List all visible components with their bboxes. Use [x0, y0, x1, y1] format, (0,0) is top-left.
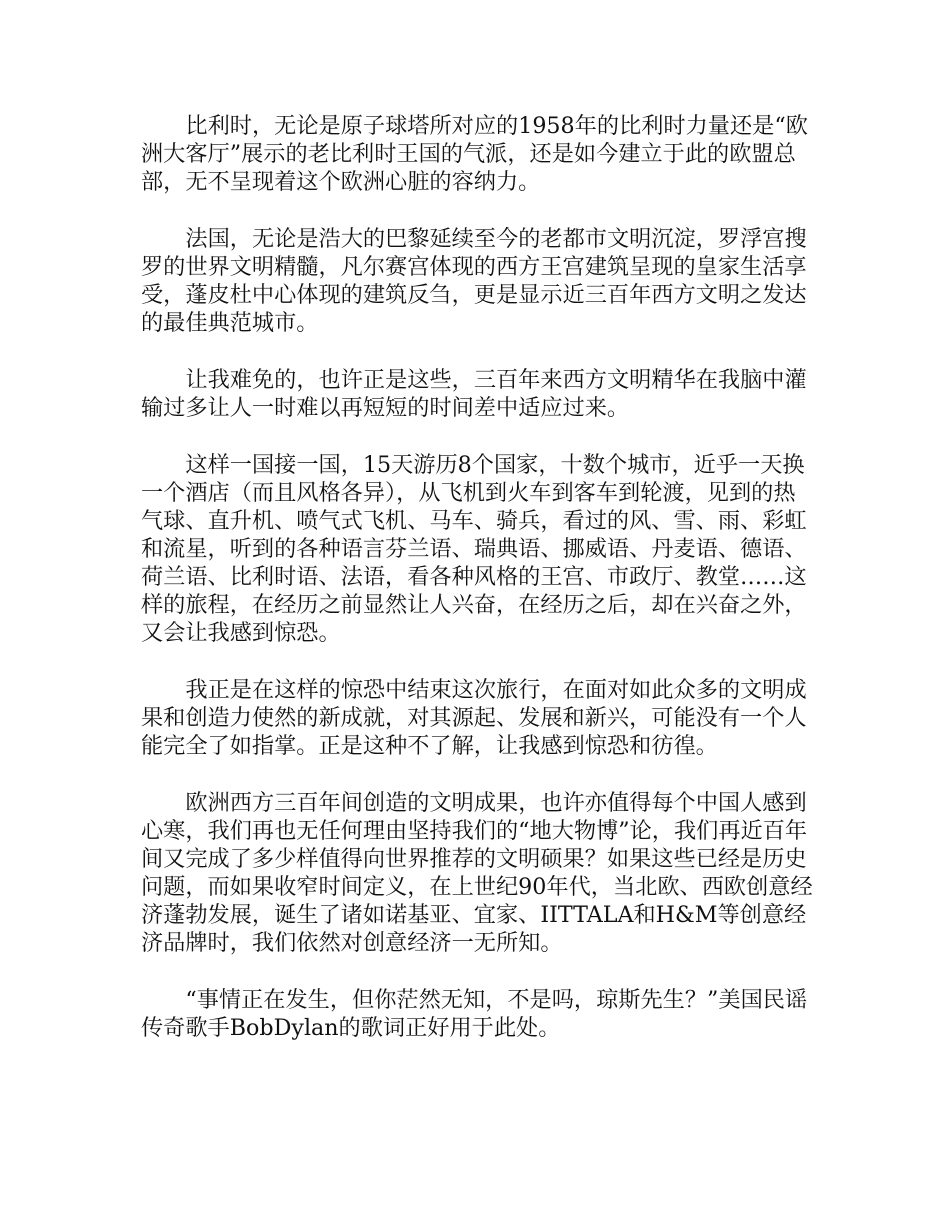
document-body [141, 112, 816, 1071]
paragraph: 这样一国接一国，15天游历8个国家，十数个城市，近乎一天换一个酒店（而且风格各异），从飞机到火车到客车到轮渡，见到的热气球、直升机、喷气式飞机、马车、骑兵，看过的风、雪、雨、彩虹和流星，听到的各种语言芬兰语、瑞典语、挪威语、丹麦语、德语、荷兰语、比利时语、法语，看各种风格的王宫、市政厅、教堂……这样的旅程，在经历之前显然让人兴奋，在经历之后，却在兴奋之外，又会让我感到惊恐。 [141, 452, 807, 646]
paragraph: “事情正在发生，但你茫然无知，不是吗，琼斯先生？”美国民谣传奇歌手BobDylan的歌词正好用于此处。 [141, 987, 808, 1041]
paragraph: 让我难免的，也许正是这些，三百年来西方文明精华在我脑中灌输过多让人一时难以再短短的时间差中适应过来。 [141, 367, 807, 421]
paragraph: 比利时，无论是原子球塔所对应的1958年的比利时力量还是“欧洲大客厅”展示的老比利时王国的气派，还是如今建立于此的欧盟总部，无不呈现着这个欧洲心脏的容纳力。 [141, 113, 808, 195]
paragraph: 我正是在这样的惊恐中结束这次旅行，在面对如此众多的文明成果和创造力使然的新成就，对其源起、发展和新兴，可能没有一个人能完全了如指掌。正是这种不了解，让我感到惊恐和彷徨。 [141, 677, 807, 759]
paragraph: 欧洲西方三百年间创造的文明成果，也许亦值得每个中国人感到心寒，我们再也无任何理由坚持我们的“地大物博”论，我们再近百年间又完成了多少样值得向世界推荐的文明硕果？如果这些已经是历史问题，而如果收窄时间定义，在上世纪90年代，当北欧、西欧创意经济蓬勃发展，诞生了诸如诺基亚、宜家、IITTALA和H&M等创意经济品牌时，我们依然对创意经济一无所知。 [141, 790, 813, 956]
paragraph: 法国，无论是浩大的巴黎延续至今的老都市文明沉淀，罗浮宫搜罗的世界文明精髓，凡尔赛宫体现的西方王宫建筑呈现的皇家生活享受，蓬皮杜中心体现的建筑反刍，更是显示近三百年西方文明之发达的最佳典范城市。 [141, 226, 807, 336]
